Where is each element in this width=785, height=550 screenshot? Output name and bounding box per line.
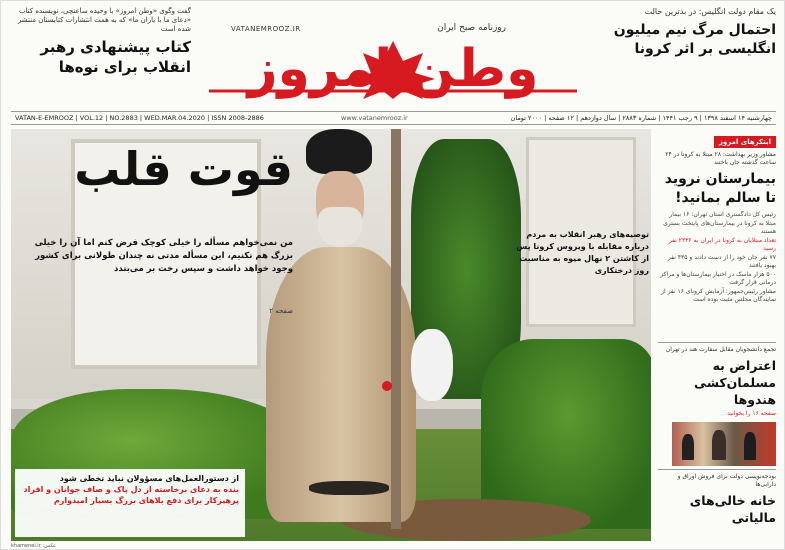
sidebar-story2-reference: صفحه ۱۶ را بخوانید: [727, 410, 776, 417]
sidebar-story1-kicker: مشاور وزیر بهداشت: ۲۸ مبتلا به کرونا در ۲۴ ساعت گذشته جان باختند: [665, 151, 776, 166]
masthead-left-teaser[interactable]: [11, 7, 191, 77]
logo-tagline: روزنامه صبح ایران: [437, 23, 506, 33]
quote-line-black: از دستورالعمل‌های مسؤولان نباید تخطی شود: [59, 474, 239, 483]
issue-info-english: VATAN-E-EMROOZ | VOL.12 | NO.2883 | WED.MAR.04.2020 | ISSN 2008-2886: [15, 114, 264, 122]
left-teaser-kicker: گفت وگوی «وطن امروز» با وحیده ساعتچی، نویسنده کتاب «دعای ما با یاران ما» که به همت انتشارات کتابستان منتشر شده است: [17, 7, 191, 33]
sidebar-body-item: مشاور رئیس‌جمهور: آزمایش کرونای ۱۶ نفر از نمایندگان مجلس مثبت بوده است: [661, 287, 776, 303]
sidebar-story2-kicker: تجمع دانشجویان مقابل سفارت هند در تهران: [665, 346, 776, 353]
protester-figure: [682, 434, 694, 460]
photo-watering-can: [411, 329, 453, 401]
issue-website: www.vatanemrooz.ir: [341, 114, 408, 122]
masthead-right-teaser[interactable]: [591, 7, 776, 59]
sidebar-story1-headline[interactable]: بیمارستان نروید تا سالم بمانید!: [664, 171, 776, 206]
sidebar-protest-photo: [672, 422, 776, 466]
sidebar-body-item: ۷۷ نفر جان خود را از دست دادند و ۴۳۵ نفر بهبود یافتند: [667, 253, 776, 269]
photo-figure-beard: [318, 207, 362, 247]
photo-red-tag: [382, 381, 392, 391]
logo-wordmark: وطن امروز: [247, 39, 539, 99]
sidebar-story1-body: [658, 211, 776, 339]
quote-line-red: بنده به دعای برخاسته از دل پاک و صاف جوانان و افراد پرهیزکار برای دفع بلاهای بزرگ بسیار امیدوارم: [23, 485, 239, 505]
protester-figure: [712, 430, 726, 460]
right-teaser-headline[interactable]: احتمال مرگ نیم میلیون انگلیسی بر اثر کرونا: [613, 22, 776, 57]
main-headline[interactable]: قوت قلب: [74, 142, 293, 196]
main-photo-story[interactable]: [11, 129, 651, 541]
sidebar-body-item: ۵۰۰ هزار ماسک در اختیار بیمارستان‌ها و مراکز درمانی قرار گرفت: [660, 270, 776, 286]
sidebar-section-label: ابتکرهای امروز: [714, 136, 776, 148]
photo-caption: توصیه‌های رهبر انقلاب به مردم درباره مقابله با ویروس کرونا پس از کاشتن ۲ نهال میوه به مناسبت روز درختکاری: [516, 230, 649, 275]
photo-sapling: [391, 129, 401, 529]
sidebar-story3-kicker: بودجه‌نویسی دولت برای فروش اوراق و دارایی‌ها: [677, 473, 776, 488]
sidebar-column: [658, 129, 776, 541]
newspaper-logo: [209, 39, 577, 99]
sidebar-divider: [658, 469, 776, 470]
photo-credit: عکس: khamenei.ir: [11, 543, 57, 549]
sidebar-divider: [658, 342, 776, 343]
main-page-reference: صفحه ۲: [269, 307, 293, 315]
sidebar-story3-headline[interactable]: خانه خالی‌های مالیاتی: [689, 493, 776, 525]
protester-figure: [744, 432, 756, 460]
left-teaser-headline[interactable]: کتاب پیشنهادی رهبر انقلاب برای نوه‌ها: [40, 38, 191, 76]
newspaper-logo-area: [201, 1, 586, 109]
masthead: [1, 1, 785, 109]
main-lead-text: من نمی‌خواهم مسأله را خیلی کوچک فرض کنم اما آن را خیلی بزرگ هم نکنیم، این مسأله مدتی نه چندان طولانی برای کشور وجود خواهد داشت و سپس رخت بر می‌بندد: [34, 238, 293, 274]
quote-box: [15, 469, 245, 537]
issue-info-strip: [11, 111, 776, 125]
site-url: VATANEMROOZ.IR: [231, 25, 301, 33]
sidebar-story2-headline[interactable]: اعتراض به مسلمان‌کشی هندوها: [694, 358, 776, 407]
photo-figure-shoes: [309, 481, 389, 495]
sidebar-body-item: تعداد مبتلایان به کرونا در ایران به ۲۳۳۶ نفر رسید: [668, 236, 776, 252]
issue-info-persian: چهارشنبه ۱۴ اسفند ۱۳۹۸ | ۹ رجب ۱۴۴۱ | شماره ۲۸۸۳ | سال دوازدهم | ۱۲ صفحه | ۲۰۰۰ تومان: [510, 114, 772, 122]
sidebar-body-item: رئیس کل دادگستری استان تهران: ۱۶ بیمار مبتلا به کرونا در بیمارستان‌های پایتخت بستری هستند: [663, 211, 776, 235]
photo-figure-turban: [306, 129, 372, 174]
right-teaser-kicker: یک مقام دولت انگلیس: در بدترین حالت: [644, 7, 776, 16]
